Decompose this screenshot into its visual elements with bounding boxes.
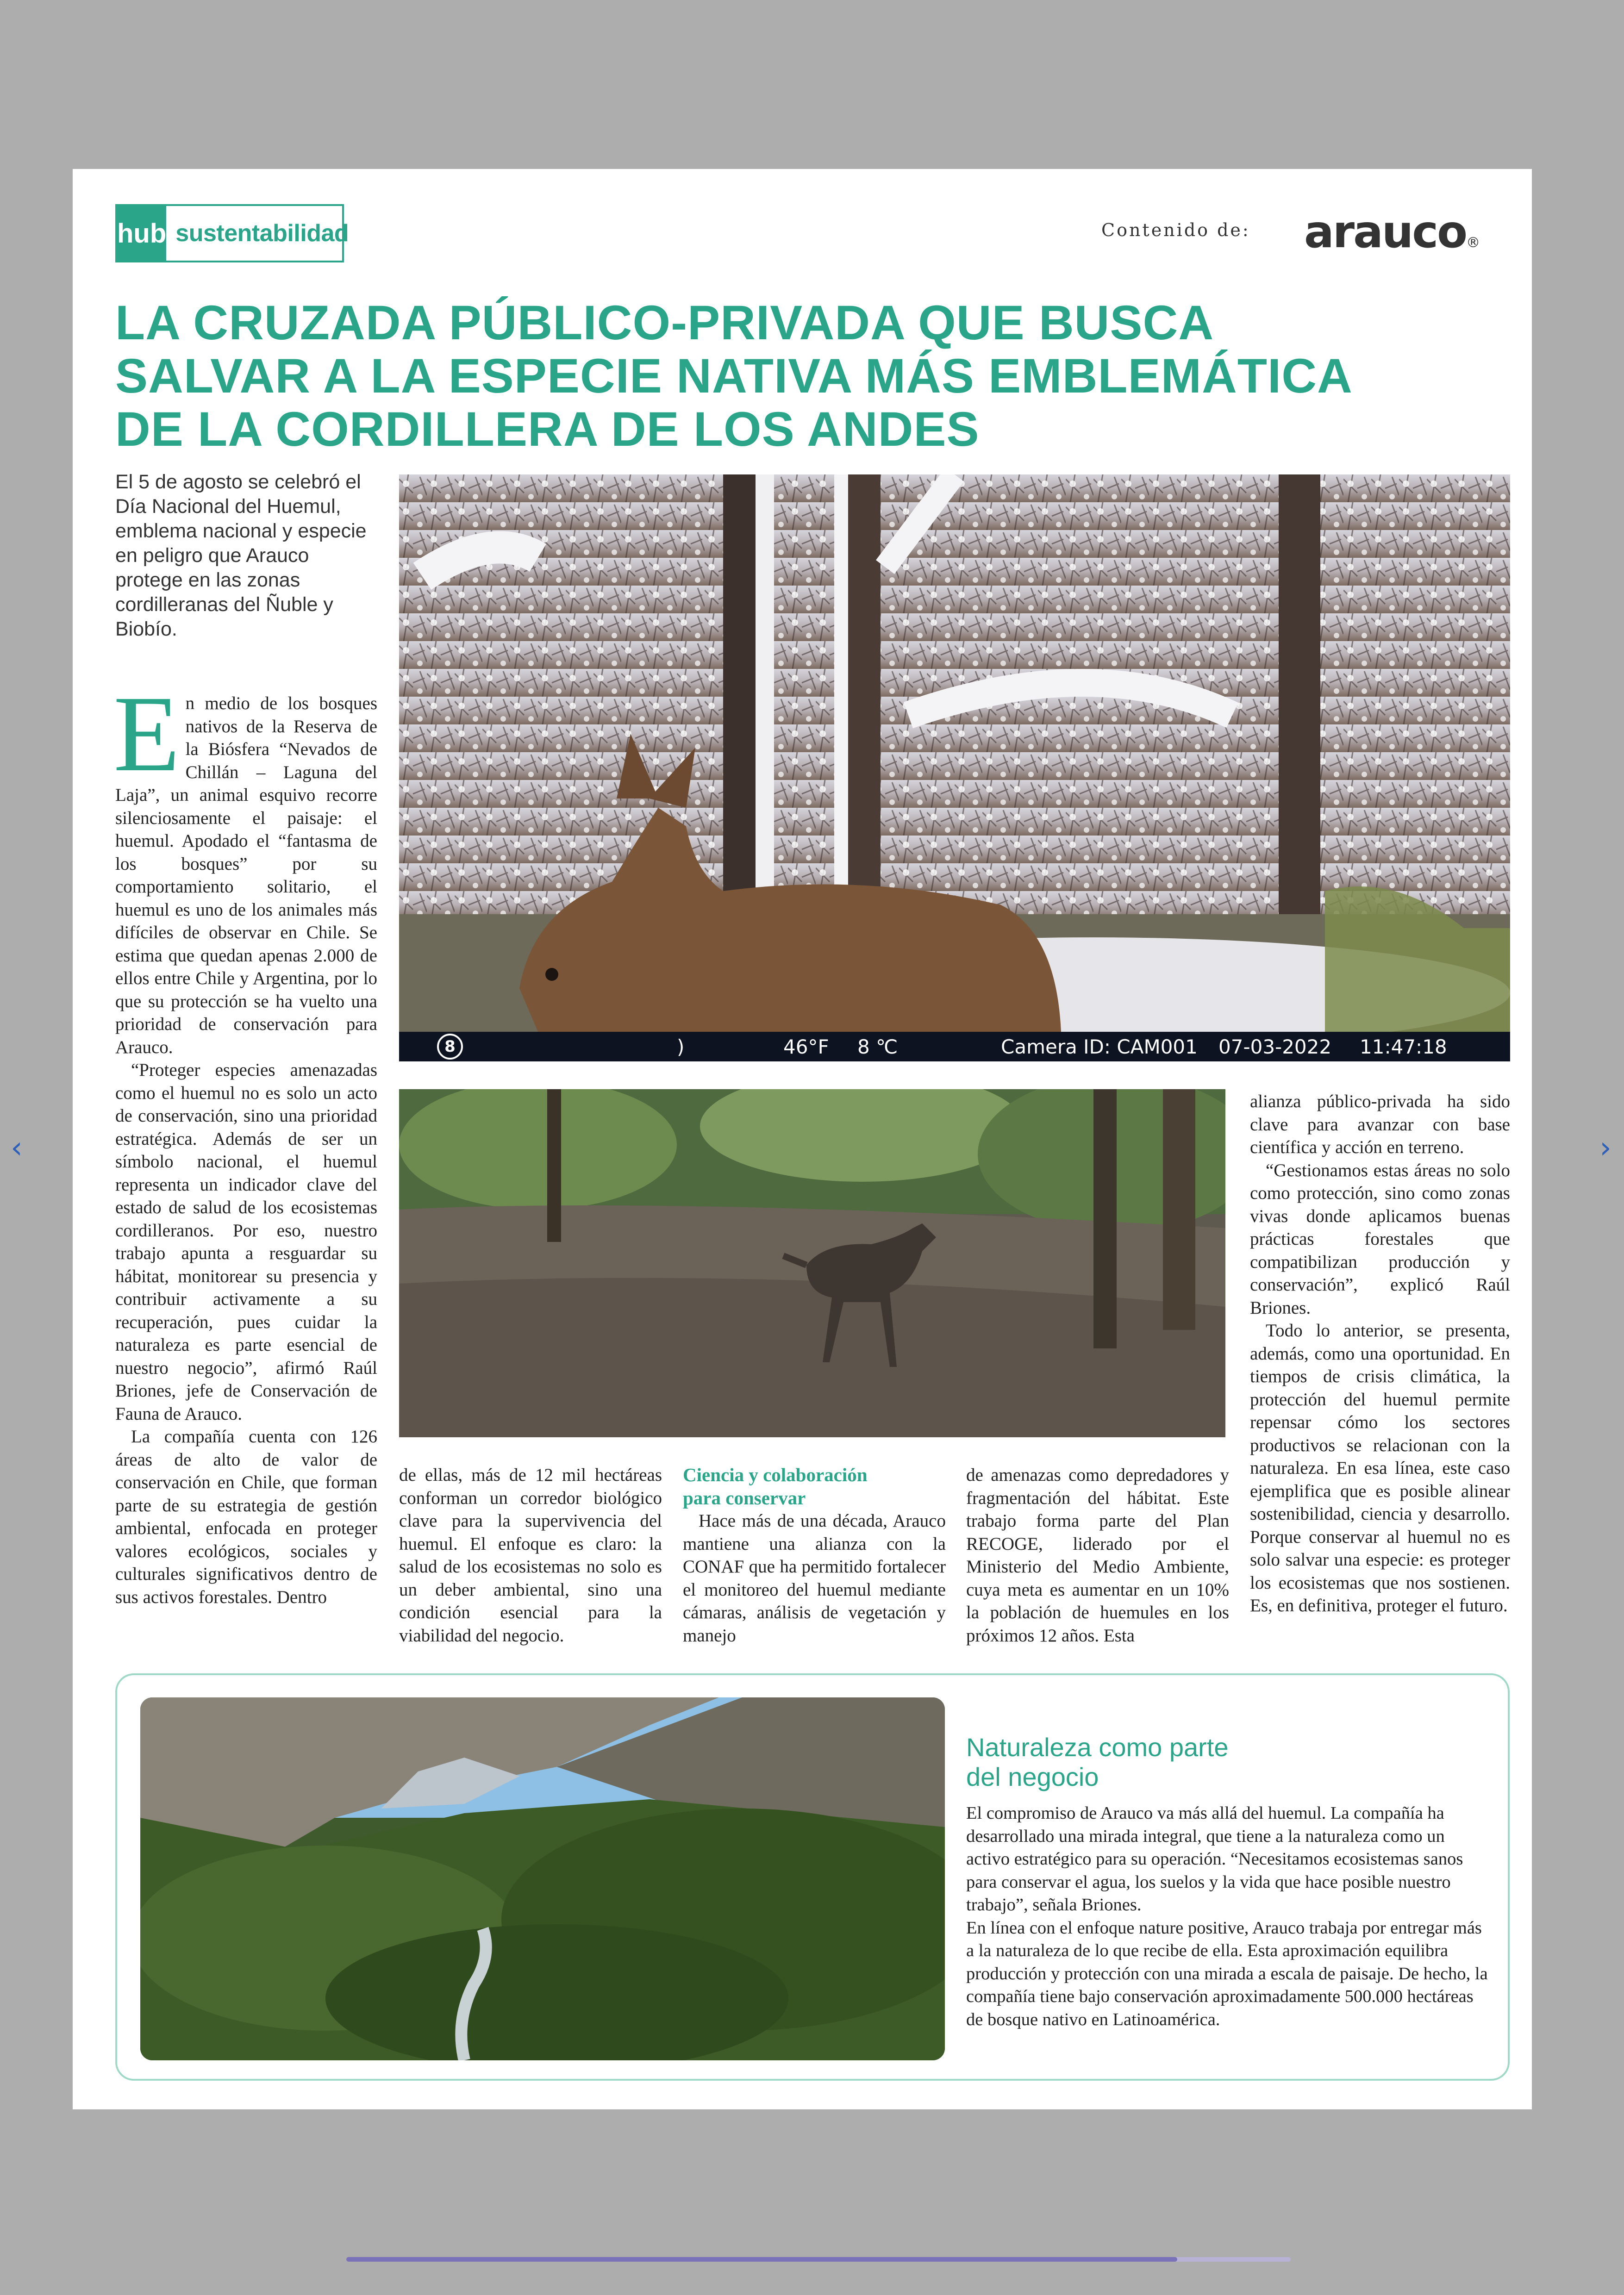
hub-sustentabilidad-logo (115, 204, 349, 262)
arauco-brand-logo (1304, 206, 1503, 258)
body-paragraph: La compañía cuenta con 126 áreas de alto de valor de conservación en Chile, que forman parte de su estrategia de gestión ambiental, enfocada en proteger valores ecológicos, sociales y culturales significativos dentro de sus activos forestales. Dentro (115, 1427, 377, 1607)
body-paragraph (113, 674, 377, 1059)
camera-temp-f: 46°F (783, 1035, 829, 1058)
camera-badge-icon: 8 (437, 1034, 463, 1060)
forest-floor-image (399, 1089, 1225, 1437)
body-paragraph: Hace más de una década, Arauco mantiene una alianza con la CONAF que ha permitido fortalecer el monitoreo del huemul mediante cámaras, análisis de vegetación y manejo (683, 1511, 946, 1646)
huemul-forest-floor-photo (399, 1089, 1225, 1437)
sidebar-paragraph: En línea con el enfoque nature positive, Arauco trabaja por entregar más a la naturaleza de lo que recibe de ella. Esta aproximación equilibra producción y protección con una mirada a escala de paisaje. De hecho, la compañía tiene bajo conservación aproximadamente 500.000 hectáreas de bosque nativo en Latinoamérica. (966, 1918, 1488, 2029)
body-column-1 (113, 674, 377, 1609)
valley-image (140, 1697, 945, 2060)
headline-line-2: SALVAR A LA ESPECIE NATIVA MÁS EMBLEMÁTICA (115, 349, 1353, 403)
camera-id: Camera ID: CAM001 (1001, 1035, 1198, 1058)
sidebar-body (966, 1802, 1489, 2031)
body-paragraph: de amenazas como depredadores y fragmentación del hábitat. Este trabajo forma parte del Plan RECOGE, liderado por el Ministerio del Medio Ambiente, cuya meta es aumentar en un 10% la población de huemules en los próximos 12 años. Esta (966, 1465, 1229, 1646)
body-column-2 (399, 1464, 662, 1647)
body-paragraph: de ellas, más de 12 mil hectáreas conforman un corredor biológico clave para la supervivencia del huemul. El enfoque es claro: la salud de los ecosistemas no solo es un deber ambiental, sino una condición esencial para la viabilidad del negocio. (399, 1465, 662, 1646)
body-paragraph: “Gestionamos estas áreas no solo como protección, sino como zonas vivas donde aplicamos buenas prácticas forestales que compatibilizan producción y conservación”, explicó Raúl Briones. (1250, 1160, 1510, 1318)
body-column-3 (683, 1464, 946, 1647)
drop-cap: E (113, 674, 180, 794)
sidebar-title-line-1: Naturaleza como parte (966, 1733, 1229, 1762)
subtitle-line-2: para conservar (683, 1487, 806, 1509)
section-subtitle (683, 1464, 946, 1509)
logo-section-text: sustentabilidad (175, 220, 349, 247)
sidebar-title (966, 1733, 1318, 1792)
valley-forest-photo (140, 1697, 945, 2060)
body-column-4 (966, 1464, 1229, 1647)
camera-temp-c: 8 ℃ (857, 1035, 898, 1058)
trail-camera-huemul-snow-photo (399, 474, 1510, 1061)
body-column-5 (1250, 1090, 1510, 1617)
sidebar-paragraph: El compromiso de Arauco va más allá del huemul. La compañía ha desarrollado una mirada integral, que tiene a la naturaleza como un activo estratégico para su operación. “Necesitamos ecosistemas sanos para conservar el agua, los suelos y la vida que hace posible nuestro trabajo”, señala Briones. (966, 1803, 1463, 1915)
subtitle-line-1: Ciencia y colaboración (683, 1464, 868, 1485)
body-paragraph: alianza público-privada ha sido clave para avanzar con base científica y acción en terreno. (1250, 1091, 1510, 1157)
camera-date: 07-03-2022 (1218, 1035, 1332, 1058)
magazine-page (73, 169, 1532, 2109)
snow-forest-image (399, 474, 1510, 1061)
registered-mark: ® (1466, 235, 1479, 251)
sidebar-title-line-2: del negocio (966, 1762, 1099, 1791)
body-paragraph: “Proteger especies amenazadas como el huemul no es solo un acto de conservación, sino una prioridad estratégica. Además de ser un símbolo nacional, el huemul representa un indicador clave del estado de salud de los ecosistemas cordilleranos. Por eso, nuestro trabajo apunta a resguardar su hábitat, monitorear su presencia y contribuir activamente a su recuperación, pues cuidar la naturaleza es parte esencial de nuestro negocio”, afirmó Raúl Briones, jefe de Conservación de Fauna de Arauco. (115, 1060, 377, 1424)
camera-mark: ) (677, 1035, 685, 1058)
horizontal-scrollbar-thumb[interactable] (346, 2257, 1177, 2262)
article-headline (115, 296, 1458, 456)
article-lead: El 5 de agosto se celebró el Día Nacional del Huemul, emblema nacional y especie en peligro que Arauco protege en las zonas cordilleranas del Ñuble y Biobío. (115, 471, 367, 640)
previous-page-chevron-left-icon[interactable]: ‹ (11, 1131, 23, 1165)
camera-info-bar (399, 1032, 1510, 1061)
content-by-label: Contenido de: (1101, 220, 1250, 240)
body-paragraph: Todo lo anterior, se presenta, además, como una oportunidad. En tiempos de crisis climática, la protección del huemul permite repensar cómo los sectores productivos se relacionan con la naturaleza. En esa línea, este caso ejemplifica que es posible alinear sostenibilidad, ciencia y desarrollo. Porque conservar al huemul no es solo salvar una especie: es proteger los ecosistemas que nos sostienen. Es, en definitiva, proteger el futuro. (1250, 1321, 1510, 1615)
next-page-chevron-right-icon[interactable]: › (1599, 1131, 1612, 1165)
brand-name: arauco (1304, 206, 1467, 258)
headline-line-3: DE LA CORDILLERA DE LOS ANDES (115, 402, 980, 456)
logo-hub-text: hub (117, 206, 166, 261)
headline-line-1: LA CRUZADA PÚBLICO-PRIVADA QUE BUSCA (115, 296, 1214, 350)
camera-time: 11:47:18 (1360, 1035, 1447, 1058)
body-text: n medio de los bosques nativos de la Reserva de la Biósfera “Nevados de Chillán – Laguna del Laja”, un animal esquivo recorre silenciosamente el paisaje: el huemul. Apodado el “fantasma de los bosques” por su comportamiento solitario, el huemul es uno de los animales más difíciles de observar en Chile. Se estima que quedan apenas 2.000 de ellos entre Chile y Argentina, por lo que su protección se ha vuelto una prioridad de conservación para Arauco. (115, 693, 377, 1057)
